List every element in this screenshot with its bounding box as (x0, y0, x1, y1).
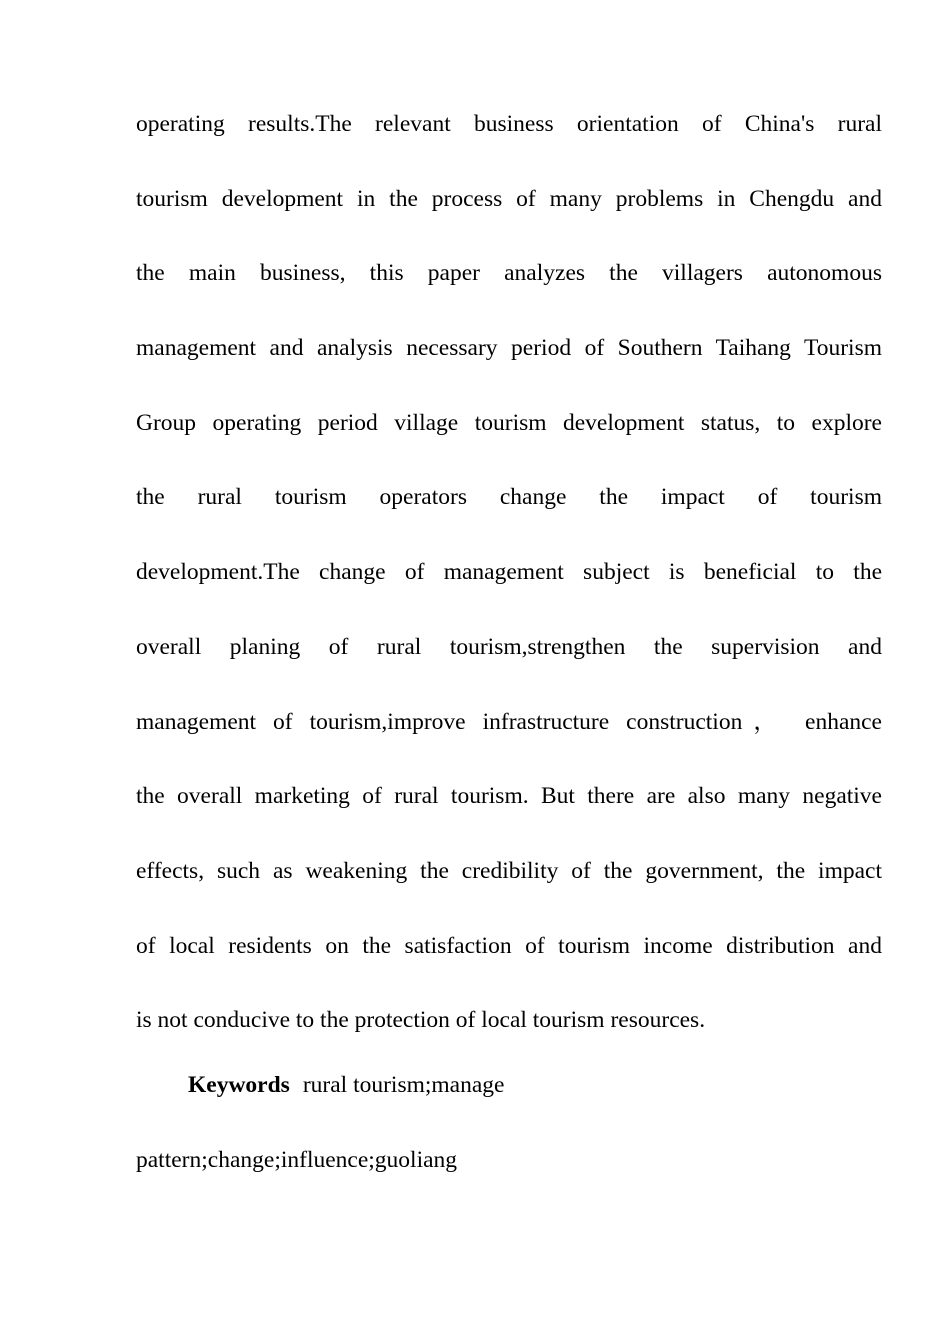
abstract-line: is not conducive to the protection of local tourism resources. (136, 1007, 706, 1034)
abstract-line: Group operating period village tourism development status, to explore (136, 409, 882, 436)
abstract-line: management of tourism,improve infrastructure construction， enhance (136, 708, 882, 735)
abstract-line: tourism development in the process of many problems in Chengdu and (136, 185, 882, 212)
abstract-line: the rural tourism operators change the impact of tourism (136, 484, 882, 511)
abstract-line: the overall marketing of rural tourism. But there are also many negative (136, 783, 882, 810)
abstract-line: effects, such as weakening the credibility of the government, the impact (136, 857, 882, 884)
keywords-values: rural tourism;manage (302, 1072, 505, 1098)
keywords-line (136, 1055, 882, 1130)
abstract-line: operating results.The relevant business orientation of China's rural (136, 111, 882, 137)
keywords-label: Keywords (188, 1072, 290, 1098)
keywords-continuation: pattern;change;influence;guoliang (136, 1146, 458, 1173)
abstract-line: development.The change of management subject is beneficial to the (136, 559, 882, 586)
abstract-line: management and analysis necessary period of Southern Taihang Tourism (136, 335, 882, 362)
abstract-line: the main business, this paper analyzes the villagers autonomous (136, 260, 882, 287)
abstract-line: overall planing of rural tourism,strengthen the supervision and (136, 633, 882, 660)
keywords-section (136, 1055, 882, 1204)
abstract-paragraph (136, 87, 882, 1058)
abstract-line: of local residents on the satisfaction of tourism income distribution and (136, 932, 882, 959)
